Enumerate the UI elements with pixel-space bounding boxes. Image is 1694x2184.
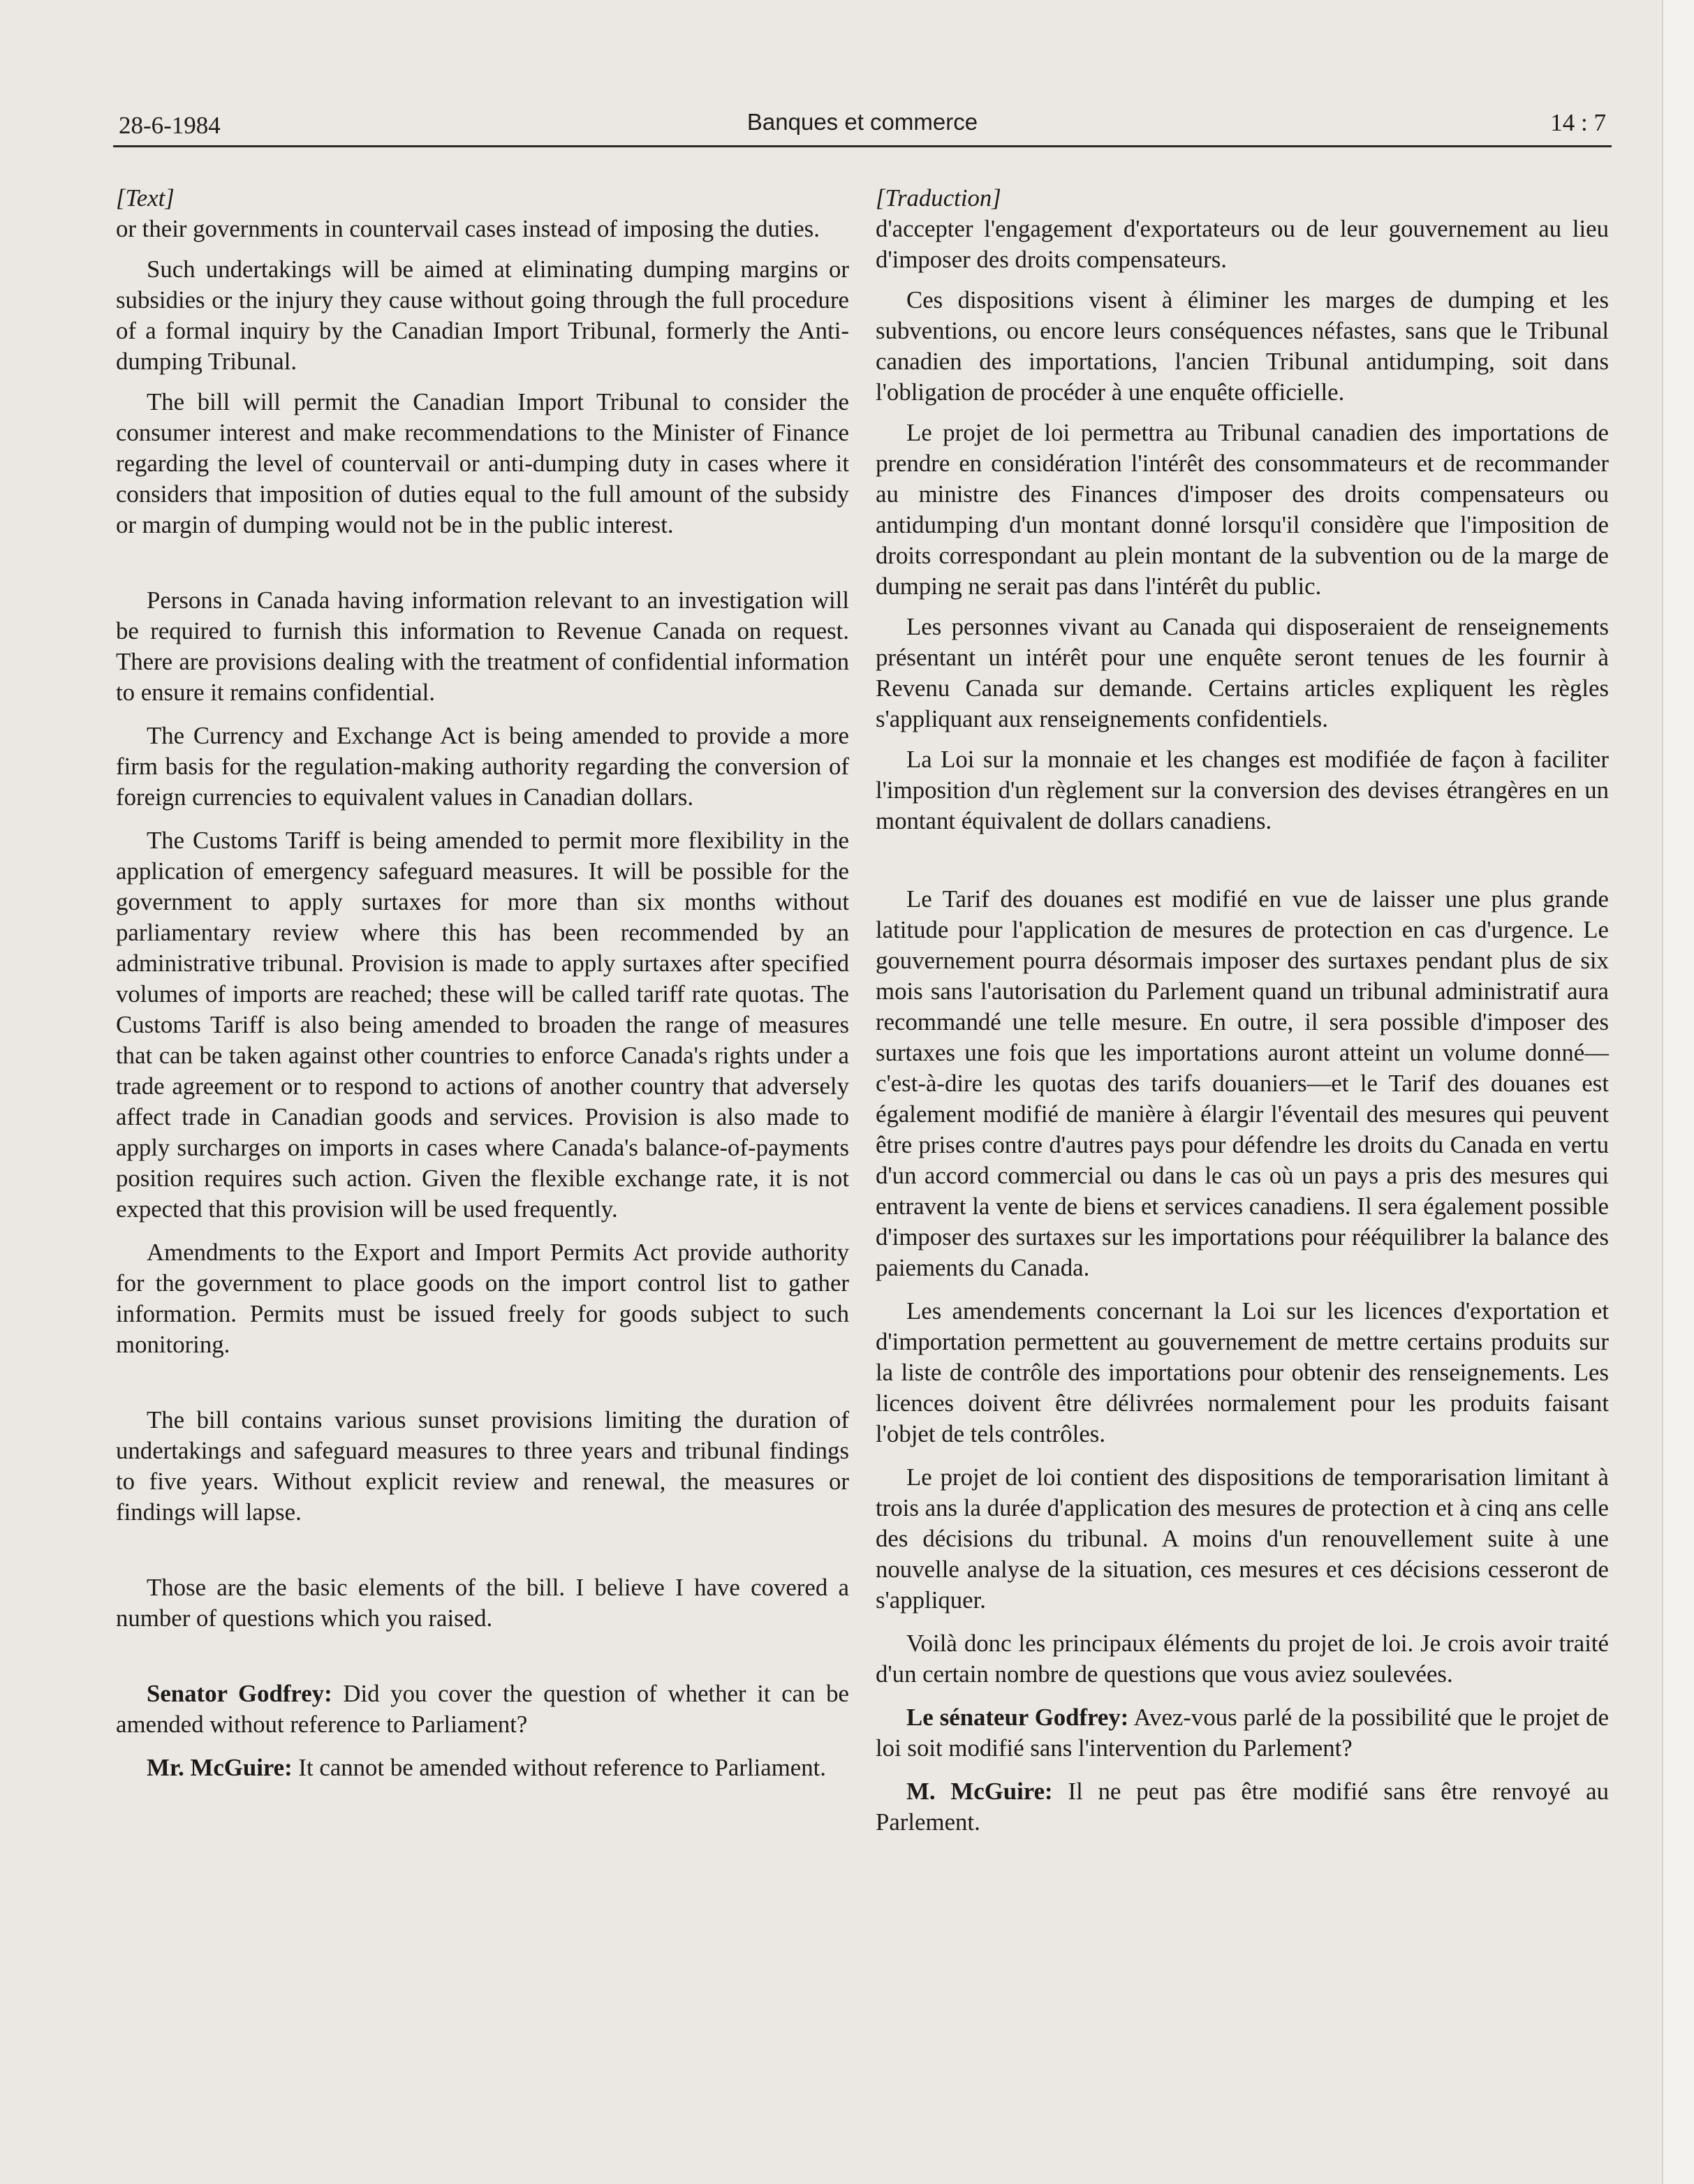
paragraph: Les amendements concernant la Loi sur les licences d'exportation et d'importation permettent au gouvernement de mettre certains produits sur la liste de contrôle des importations pour obtenir des renseignements. Les licences doivent être délivrées normalement pour les produits faisant l'objet de tels contrôles. <box>876 1297 1609 1447</box>
paragraph: La Loi sur la monnaie et les changes est modifiée de façon à faciliter l'imposition d'un règlement sur la conversion des devises étrangères en un montant équivalent de dollars canadiens. <box>876 746 1609 834</box>
paragraph: Voilà donc les principaux éléments du projet de loi. Je crois avoir traité d'un certain nombre de questions que vous aviez soulevées. <box>876 1630 1609 1688</box>
paragraph: The Currency and Exchange Act is being amended to provide a more firm basis for the regulation-making authority regarding the conversion of foreign currencies to equivalent values in Canadian dollars. <box>116 722 849 811</box>
speaker-paragraph <box>116 1678 849 1740</box>
paragraph: The Customs Tariff is being amended to permit more flexibility in the application of emergency safeguard measures. It will be possible for the government to apply surtaxes for more than six months without parliamentary review where this has been recommended by an administrative tribunal. Provision is made to apply surtaxes after specified volumes of imports are reached; these will be called tariff rate quotas. The Customs Tariff is also being amended to broaden the range of measures that can be taken against other countries to enforce Canada's rights under a trade agreement or to respond to actions of another country that adversely affect trade in Canadian goods and services. Provision is also made to apply surcharges on imports in cases where Canada's balance-of-payments position requires such action. Given the flexible exchange rate, it is not expected that this provision will be used frequently. <box>116 827 849 1223</box>
paragraph: Le Tarif des douanes est modifié en vue de laisser une plus grande latitude pour l'application de mesures de protection en cas d'urgence. Le gouvernement pourra désormais imposer des surtaxes pendant plus de six mois sans l'autorisation du Parlement quand un tribunal administratif aura recommandé une telle mesure. En outre, il sera possible d'imposer des surtaxes une fois que les importations auront atteint un volume donné—c'est-à-dire les quotas des tarifs douaniers—et le Tarif des douanes est également modifié de manière à élargir l'éventail des mesures qui peuvent être prises contre d'autres pays pour défendre les droits du Canada en vertu d'un accord commercial ou dans le cas où un pays a pris des mesures qui entravent la vente de biens et services canadiens. Il sera également possible d'imposer des surtaxes sur les importations pour rééquilibrer la balance des paiements du Canada. <box>876 885 1609 1281</box>
speaker-name: M. McGuire: <box>906 1778 1053 1805</box>
speech-text: Did you cover the question of whether it can be amended without reference to Parliament? <box>116 1680 849 1738</box>
running-header <box>113 103 1612 145</box>
speaker-paragraph <box>876 1776 1609 1838</box>
speech-text: Avez-vous parlé de la possibilité que le projet de loi soit modifié sans l'intervention du Parlement? <box>876 1704 1610 1762</box>
paragraph: Le projet de loi contient des dispositions de temporarisation limitant à trois ans la durée d'application des mesures de protection et à cinq ans celle des décisions du tribunal. A moins d'un renouvellement suite à une nouvelle analyse de la situation, ces mesures et ces décisions cesseront de s'appliquer. <box>876 1463 1609 1614</box>
header-title: Banques et commerce <box>746 109 978 135</box>
french-column <box>876 183 1609 1838</box>
paragraph: The bill contains various sunset provisions limiting the duration of undertakings and safeguard measures to three years and tribunal findings to five years. Without explicit review and renewal, the measures or findings will lapse. <box>116 1406 849 1526</box>
speaker-name: Le sénateur Godfrey: <box>906 1704 1129 1731</box>
paragraph: Amendments to the Export and Import Permits Act provide authority for the government to place goods on the import control list to gather information. Permits must be issued freely for goods subject to such monitoring. <box>116 1239 849 1358</box>
english-column <box>116 183 849 1783</box>
speaker-name: Mr. McGuire: <box>147 1754 293 1781</box>
paragraph: Ces dispositions visent à éliminer les marges de dumping et les subventions, ou encore leurs conséquences néfastes, sans que le Tribunal canadien des importations, l'ancien Tribunal antidumping, soit dans l'obligation de procéder à une enquête officielle. <box>876 286 1609 406</box>
header-date: 28-6-1984 <box>119 112 221 139</box>
paragraph: Les personnes vivant au Canada qui disposeraient de renseignements présentant un intérêt pour une enquête seront tenues de les fournir à Revenu Canada sur demande. Certains articles expliquent les règles s'appliquant aux renseignements confidentiels. <box>876 613 1609 732</box>
paragraph: or their governments in countervail cases instead of imposing the duties. <box>116 215 820 242</box>
speaker-paragraph <box>876 1702 1609 1764</box>
paragraph: Le projet de loi permettra au Tribunal canadien des importations de prendre en considération l'intérêt des consommateurs et de recommander au ministre des Finances d'imposer des droits compensateurs ou antidumping d'un montant donné lorsqu'il considère que l'imposition de droits correspondant au plein montant de la subvention ou de la marge de dumping ne serait pas dans l'intérêt du public. <box>876 419 1609 600</box>
header-page-number: 14 : 7 <box>1550 109 1606 136</box>
header-rule <box>113 145 1612 147</box>
speaker-name: Senator Godfrey: <box>147 1680 332 1707</box>
speech-text: Il ne peut pas être modifié sans être renvoyé au Parlement. <box>876 1778 1609 1836</box>
translation-label: [Traduction] <box>876 184 1001 212</box>
paragraph: Persons in Canada having information relevant to an investigation will be required to furnish this information to Revenue Canada on request. There are provisions dealing with the treatment of confidential information to ensure it remains confidential. <box>116 586 849 706</box>
speaker-paragraph <box>116 1753 849 1783</box>
text-label: [Text] <box>116 184 175 212</box>
speech-text: It cannot be amended without reference to Parliament. <box>292 1754 826 1781</box>
page-edge <box>1662 0 1694 2184</box>
paragraph: Such undertakings will be aimed at eliminating dumping margins or subsidies or the injury they cause without going through the full procedure of a formal inquiry by the Canadian Import Tribunal, formerly the Anti-dumping Tribunal. <box>116 256 849 375</box>
paragraph: The bill will permit the Canadian Import Tribunal to consider the consumer interest and make recommendations to the Minister of Finance regarding the level of countervail or anti-dumping duty in cases where it considers that imposition of duties equal to the full amount of the subsidy or margin of dumping would not be in the public interest. <box>116 388 849 538</box>
paragraph: d'accepter l'engagement d'exportateurs ou de leur gouvernement au lieu d'imposer des droits compensateurs. <box>876 215 1609 273</box>
paragraph: Those are the basic elements of the bill. I believe I have covered a number of questions which you raised. <box>116 1574 849 1632</box>
